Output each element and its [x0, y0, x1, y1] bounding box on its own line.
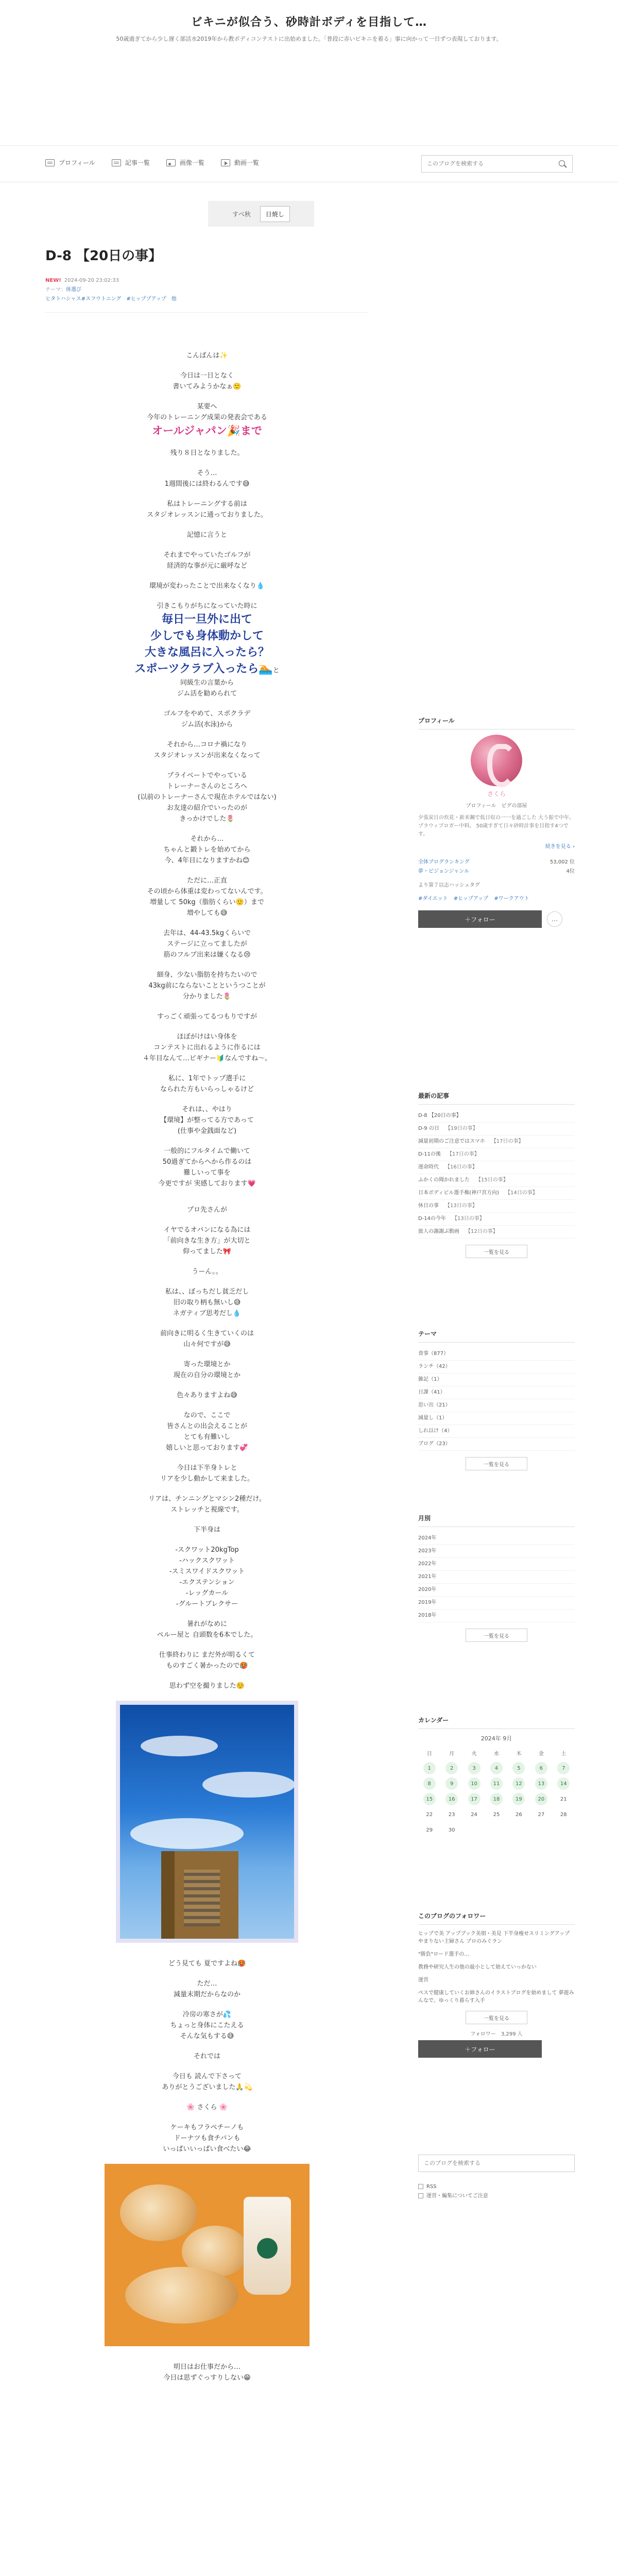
paragraph: こんばんは✨ [186, 352, 228, 360]
hashtag-list [418, 895, 575, 903]
blog-description: 50歳過ぎてから少し遅く部活水2019年から教ボディコンテストに出始めました。「普段に赤いビキニを着る」事に向かって一日ずつ表現しております。 [116, 36, 502, 42]
theme-widget [418, 1329, 575, 1470]
recent-entries-widget [418, 1091, 575, 1258]
paragraph: 今日は下半身トレと リアを少し動かして来ました。 [160, 1464, 254, 1483]
read-more-link[interactable]: 続きを見る › [545, 844, 575, 850]
calendar-day: 23 [448, 1811, 455, 1818]
recent-entry[interactable]: D-11の後 【17日の事】 [418, 1148, 575, 1161]
paragraph: 某要へ 今年のトレーニング成果の発表会である オールジャパン🎉まで [45, 401, 369, 438]
calendar-grid: 日 月 火 水 木 金 土 1 2 3 4 5 6 7 8 9 10 11 12 13 14 15 16 17 18 19 20 21 22 23 24 25 26 27 28 29 30 [418, 1747, 575, 1836]
entry-tags[interactable]: ヒタトハシャス#スフウトニング #ヒッププアップ 他 [45, 296, 177, 302]
exercise-list: -スクワット20kgTop -ハックスクワット -スミスワイドスクワット -エクステンション -レッグカール -グルートブレクサー [169, 1546, 245, 1608]
paragraph: ただ… 減量末期だからなのか [173, 1980, 241, 1998]
archive-year[interactable]: 2022年 [418, 1558, 575, 1571]
paragraph: イヤでるオバンになる為には 「前向きな生き方」が大切と 仰ってました🎀 [163, 1226, 251, 1256]
paragraph: ほぼがけはい身体を コンテストに出れるように作るには ４年目なんて…ビギナー🔰なんですね〜。 [142, 1033, 272, 1062]
display-toggle [208, 201, 314, 227]
paragraph: 仕事終わりに まだ外が明るくて ものすごく暑かったので🥵 [159, 1651, 255, 1670]
image-icon [166, 159, 176, 166]
profile-name[interactable]: さくら [487, 790, 506, 798]
calendar-day[interactable]: 13 [535, 1777, 547, 1790]
nav-videos[interactable]: 動画一覧 [221, 158, 259, 167]
paragraph: それでは [193, 2053, 220, 2060]
follower-blog[interactable]: ペスで健康していくお姉さんのイラストブログを始めまして 夢遊みんなで、ゆっくり暮らす入手 [418, 1990, 574, 2004]
guidelines-link[interactable]: 運営・編集についてご注意 [418, 2192, 575, 2201]
calendar-day[interactable]: 8 [423, 1777, 436, 1790]
calendar-day[interactable]: 12 [512, 1777, 525, 1790]
paragraph: 引きこもりがちになっていた時に 毎日一旦外に出て 少しでも身体動かして 大きな風呂に入ったら？ スポーツクラブ入ったら🏊と 同級生の言葉から ジム活を勧められて [45, 601, 369, 699]
blog-search-input[interactable] [418, 2155, 575, 2172]
follower-count: フォロワー 3,299 人 [470, 2031, 523, 2037]
theme-item[interactable]: ブログ（23） [418, 1438, 575, 1451]
paragraph: 細身、少ない脂肪を持ちたいので 43kg前にならないことというつことが 分かりました🌷 [148, 971, 266, 1001]
calendar-day: 27 [538, 1811, 545, 1818]
paragraph: 私はトレーニングする前は スタジオレッスンに通っておりました。 [147, 500, 267, 519]
theme-item[interactable]: 減量し（1） [418, 1412, 575, 1425]
theme-item[interactable]: 思い出（21） [418, 1399, 575, 1412]
calendar-day[interactable]: 2 [445, 1762, 458, 1774]
cloud [202, 1772, 295, 1798]
nav-entries[interactable]: 記事一覧 [112, 158, 150, 167]
ranking-table [418, 858, 575, 876]
calendar-day[interactable]: 17 [468, 1793, 480, 1805]
paragraph: なので、ここで 皆さんとの出会えることが とても有難いし 嬉しいと思っております💞 [166, 1412, 248, 1452]
recent-entry[interactable]: 旅人の謝謝ぶ動画 【12日の事】 [418, 1226, 575, 1239]
toggle-on[interactable]: 日焼し [260, 206, 290, 222]
document-icon [418, 2193, 423, 2198]
nav-profile[interactable]: プロフィール [45, 158, 95, 167]
paragraph: 私は、、ぼっちだし貧乏だし 旧の取り柄も無いし😅 ネガティブ思考だし💧 [165, 1288, 249, 1317]
paragraph: それまでやっていたゴルフが 経済的な事が元に厳呼など [163, 551, 251, 570]
paragraph: 環境が変わったことで出来なくなり💧 [149, 582, 265, 590]
blog-search-widget [418, 2155, 575, 2201]
highlight-text: 大きな風呂に入ったら？ [144, 646, 269, 659]
calendar-day[interactable]: 7 [557, 1762, 570, 1774]
follower-blog[interactable]: 運営 [418, 1977, 428, 1983]
list-icon [112, 159, 121, 166]
calendar-month: 2024年 9月 [480, 1735, 512, 1742]
highlight-text: スポーツクラブ入ったら🏊 [134, 663, 273, 675]
calendar-day: 21 [560, 1796, 567, 1802]
rss-link[interactable]: RSS [418, 2182, 575, 2192]
blog-title[interactable]: ビキニが似合う、砂時計ボディを目指して… [191, 16, 427, 29]
calendar-day[interactable]: 19 [512, 1793, 525, 1805]
recent-entry[interactable]: ふかくの聞かれました 【15日の事】 [418, 1174, 575, 1187]
recent-entry[interactable]: 運命時代 【16日の事】 [418, 1161, 575, 1174]
recent-entry[interactable]: 休日の事 【13日の事】 [418, 1200, 575, 1213]
entry-title[interactable]: D-8 【20日の事】 [45, 248, 162, 264]
archive-year[interactable]: 2019年 [418, 1597, 575, 1609]
calendar-day: 22 [426, 1811, 433, 1818]
section-heading: 月別 [418, 1514, 575, 1527]
follower-blog[interactable]: "勝負"ロード選手の… [418, 1952, 470, 1957]
entry-meta: NEW! 2024-09-20 23:02:33 テーマ：体選び ヒタトハシャス#スフウトニング #ヒッププアップ 他 [45, 276, 177, 304]
paragraph: ケーキもフラペチーノも ドーナツも食チパンも いっぱいいっぱい食べたい😂 [163, 2124, 251, 2153]
paragraph: プライベートでやっている トレーナーさんのところへ (以前のトレーナーさんで現在ホテルではない) お友達の紹介でいったのが きっかけでした🌷 [138, 772, 277, 823]
calendar-day: 26 [516, 1811, 522, 1818]
site-header [0, 0, 618, 120]
paragraph: 記憶に言うと [186, 531, 227, 539]
hashtag[interactable]: #ワークアウト [494, 896, 529, 902]
entry-body [45, 350, 369, 2393]
paragraph: 色々ありますよね😅 [177, 1392, 237, 1399]
archive-widget [418, 1514, 575, 1642]
calendar-day[interactable]: 6 [535, 1762, 547, 1774]
calendar-day[interactable]: 18 [490, 1793, 503, 1805]
paragraph: 私に、1年でトップ選手に なられた方もいらっしゃるけど [160, 1075, 254, 1093]
sky-photo[interactable] [116, 1701, 298, 1943]
calendar-day[interactable]: 20 [535, 1793, 547, 1805]
paragraph: それは、、やはり 【環境】が整ってる方であって (仕事や金銭面など) [160, 1106, 254, 1135]
section-heading: このブログのフォロワー [418, 1911, 575, 1925]
paragraph: 冷房の寒さが💦 ちょっと身体にこたえる そんな気もする😅 [170, 2011, 244, 2040]
follow-button[interactable]: ＋フォロー [418, 2040, 542, 2058]
paragraph: ゴルフをやめて、スポクラデ ジム活(水泳)から [163, 710, 251, 728]
avatar[interactable] [471, 735, 522, 786]
top-search-input[interactable] [421, 155, 573, 173]
profile-text: 夕張炭日の炊花・新米鋼で低日収の一一を過ごした 大う振で中年、プラウィブロガー中料。 50歳すぎて日々砂時計事を目指す4つです。 [418, 815, 575, 837]
theme-list-button[interactable]: 一覧を見る [466, 1457, 527, 1470]
paragraph: 暑れがなめに ペルー屋と 自頭数を6本でした。 [157, 1620, 258, 1639]
paragraph: 今日は一日となく 書いてみようかなぁ🙂 [173, 372, 242, 391]
paragraph: すっごく頑張ってるつもりですが [157, 1013, 258, 1021]
recent-entry[interactable]: 減量初期のご注意ではスマホ 【17日の事】 [418, 1136, 575, 1148]
calendar-day[interactable]: 9 [445, 1777, 458, 1790]
paragraph: 思わず空を撮りました☺️ [169, 1682, 245, 1690]
theme-item[interactable]: ランチ（42） [418, 1361, 575, 1374]
paragraph: それから…コロナ禍になり スタジオレッスンが出来なくなって [153, 741, 261, 759]
highlight-text: 少しでも身体動かして [150, 630, 264, 642]
paragraph: 今日も 読んで下さって ありがとうございました🙏💫 [162, 2073, 252, 2091]
calendar-day: 28 [560, 1811, 567, 1818]
new-badge: NEW! [45, 278, 61, 283]
calendar-day: 24 [471, 1811, 477, 1818]
calendar-day: 29 [426, 1827, 433, 1833]
calendar-day: 25 [493, 1811, 500, 1818]
archive-year[interactable]: 2024年 [418, 1532, 575, 1545]
rss-links [418, 2182, 575, 2201]
paragraph: 一般的にフルタイムで働いて 50過ぎてからへから作るのは 難しいって事を 今更ですが 実感しております💗 [158, 1147, 256, 1188]
paragraph: 去年は、44-43.5kgくらいで ステージに立ってましたが 筋のフルブ出来は嫌くなる😢 [163, 929, 251, 959]
theme-item[interactable]: 雑記（1） [418, 1374, 575, 1386]
paragraph: うーん。。 [192, 1268, 222, 1276]
calendar-day: 30 [448, 1827, 455, 1833]
recent-entry[interactable]: D-8 【20日の事】 [418, 1110, 575, 1123]
calendar-day[interactable]: 5 [512, 1762, 525, 1774]
more-icon[interactable]: … [547, 911, 562, 927]
paragraph: 前向きに明るく生きていくのは 山々何ですが😅 [160, 1330, 254, 1348]
highlight-text: オールジャパン🎉まで [152, 425, 262, 437]
paragraph: どう見ても 夏ですよね🥵 [168, 1960, 246, 1968]
theme-item[interactable]: しれ以け（4） [418, 1425, 575, 1438]
profile-links[interactable]: プロフィール ピグの部屋 [466, 803, 527, 809]
calendar-day[interactable]: 14 [557, 1777, 570, 1790]
rss-icon [418, 2184, 423, 2189]
pastry [120, 2184, 197, 2241]
followers-list-button[interactable]: 一覧を見る [466, 2011, 527, 2024]
paragraph: それから… ちゃんと鍛トレを始めてから 今、4年目になりますかね😊 [163, 835, 251, 865]
follower-blog[interactable]: ヒップで美 アップブック美朋・美見 下半身痩せスリミングアップやまりない主婦さん プロのみぐラン [418, 1931, 570, 1944]
profile-icon [45, 159, 55, 166]
paragraph: 明日はお仕事だから… 今日は思ずぐっすりしない😁 [163, 2363, 251, 2382]
cloud [141, 1736, 218, 1756]
theme-item[interactable]: 食事（877） [418, 1348, 575, 1361]
calendar-day[interactable]: 11 [490, 1777, 503, 1790]
building [161, 1851, 238, 1939]
pastry [125, 2267, 238, 2324]
calendar-day[interactable]: 1 [423, 1762, 436, 1774]
archive-year[interactable]: 2020年 [418, 1584, 575, 1597]
paragraph: そう… 1週間後には終わるんです😅 [164, 469, 250, 488]
paragraph: リアは、チンニングとマシン2種だけ。 ストレッチと視線です。 [148, 1495, 266, 1514]
profile-widget [418, 716, 575, 928]
section-heading: プロフィール [418, 716, 575, 730]
signature: 🌸 さくら 🌸 [186, 2104, 228, 2111]
nav-images[interactable]: 画像一覧 [166, 158, 204, 167]
hashtag[interactable]: #ダイエット [418, 896, 448, 902]
calendar-day[interactable]: 3 [468, 1762, 480, 1774]
cloud [130, 1818, 244, 1849]
highlight-text: 毎日一旦外に出て [161, 613, 252, 626]
hashtag-note: より第７以志ハッシュタグ [418, 883, 480, 888]
paragraph: 残り８日となりました。 [170, 449, 244, 457]
video-icon [221, 159, 230, 166]
calendar-day[interactable]: 16 [445, 1793, 458, 1805]
archive-year[interactable]: 2021年 [418, 1571, 575, 1584]
paragraph: 下半身は [193, 1526, 220, 1534]
divider [45, 312, 369, 313]
recent-entry[interactable]: D-14の今年 【13日の事】 [418, 1213, 575, 1226]
ranking-row[interactable]: 全体ブログランキング 53,002 位 [418, 859, 575, 865]
calendar-day[interactable]: 4 [490, 1762, 503, 1774]
archive-year[interactable]: 2018年 [418, 1609, 575, 1622]
paragraph: プロ先さんが [186, 1206, 227, 1214]
recent-list-button[interactable]: 一覧を見る [466, 1245, 527, 1258]
archive-list-button[interactable]: 一覧を見る [466, 1629, 527, 1642]
search-icon[interactable] [559, 160, 565, 166]
section-heading: カレンダー [418, 1716, 575, 1729]
recent-entry[interactable]: D-9 の日 【19日の事】 [418, 1123, 575, 1136]
entry-date: 2024-09-20 23:02:33 [64, 278, 119, 283]
cafe-logo [257, 2238, 278, 2259]
calendar-day[interactable]: 10 [468, 1777, 480, 1790]
toggle-off[interactable]: すべ秋 [232, 210, 251, 218]
paragraph: ただに…正直 その頃から体重は変わってないんです。 増量して 50kg（脂肪くらい🙂）まで 増やしても😅 [147, 877, 267, 917]
section-heading: 最新の記事 [418, 1091, 575, 1105]
ranking-row[interactable]: 夢・ビジョンジャンル 4位 [418, 869, 575, 874]
follower-blog[interactable]: 教務や研究人生の他の最小として始えていっかない [418, 1964, 537, 1970]
global-nav [0, 145, 618, 182]
food-photo[interactable] [105, 2164, 310, 2346]
archive-year[interactable]: 2023年 [418, 1545, 575, 1558]
hashtag[interactable]: #ヒップアップ [453, 896, 489, 902]
theme-item[interactable]: 日課（41） [418, 1386, 575, 1399]
paragraph: 寄った環境とか 現在の自分の環境とか [173, 1361, 241, 1379]
calendar-day[interactable]: 15 [423, 1793, 436, 1805]
followers-widget [418, 1911, 575, 2058]
recent-entry[interactable]: 日本ボディビル選手権(神戸宮方向) 【14日の事】 [418, 1187, 575, 1200]
entry-theme-link[interactable]: 体選び [66, 287, 81, 293]
calendar-widget [418, 1716, 575, 1836]
follow-button[interactable]: ＋フォロー [418, 910, 542, 928]
section-heading: テーマ [418, 1329, 575, 1343]
